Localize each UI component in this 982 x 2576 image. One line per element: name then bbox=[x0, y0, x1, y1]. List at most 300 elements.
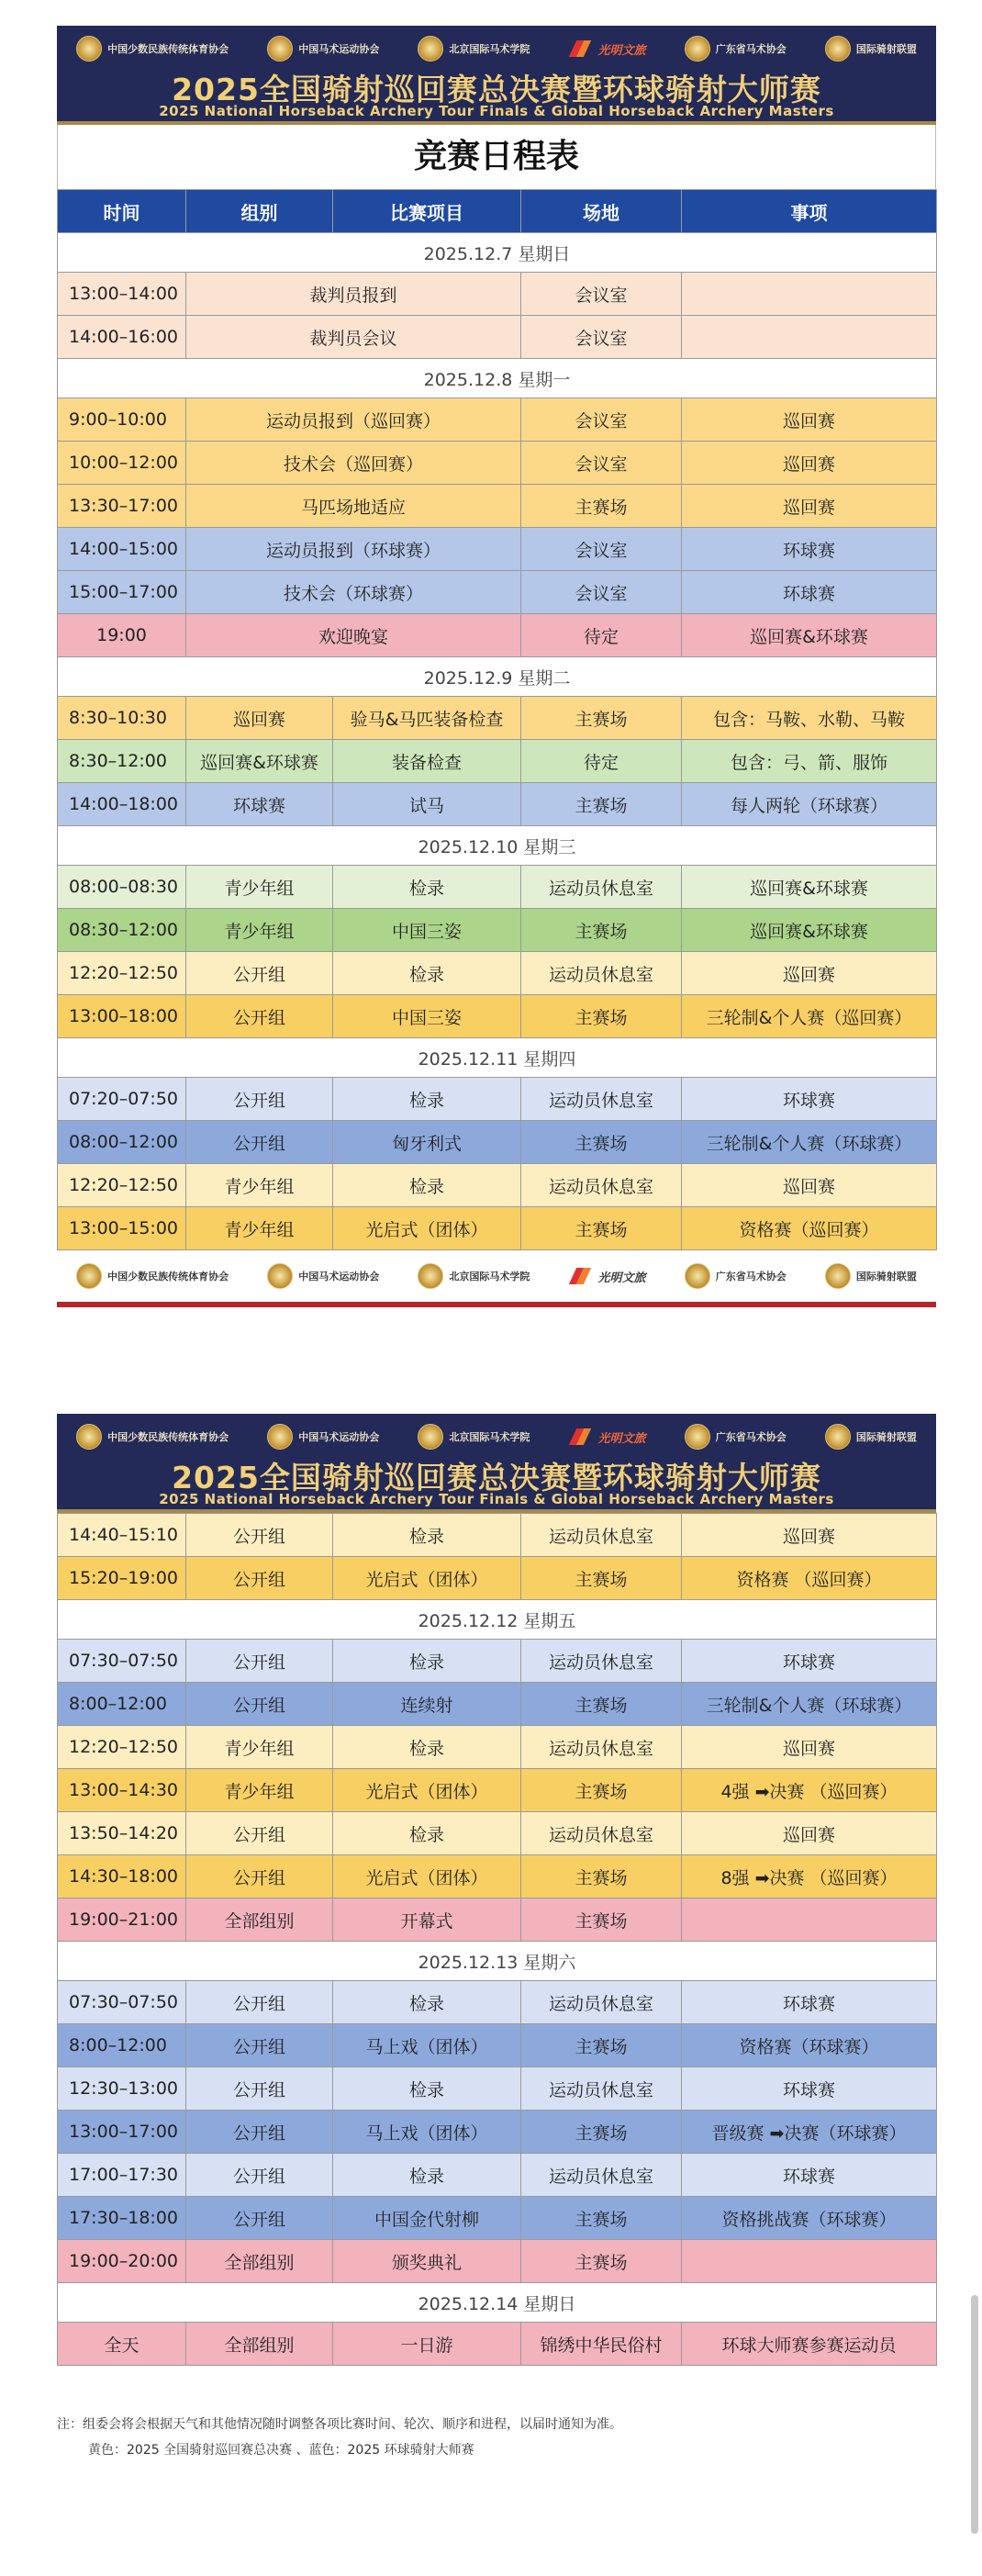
cell-group: 公开组 bbox=[186, 1121, 333, 1164]
cell-event: 颁奖典礼 bbox=[333, 2240, 521, 2283]
cell-notes: 资格赛（巡回赛） bbox=[682, 1207, 937, 1250]
header-time: 时间 bbox=[58, 190, 186, 233]
logo-text: 广东省马术协会 bbox=[715, 43, 787, 55]
table-row bbox=[58, 1207, 937, 1250]
cell-group: 公开组 bbox=[186, 2024, 333, 2067]
sponsor-logos bbox=[57, 1421, 936, 1452]
cell-event: 裁判员报到 bbox=[186, 273, 521, 316]
bolt-logo-icon bbox=[569, 39, 593, 59]
cell-group: 全部组别 bbox=[186, 1898, 333, 1942]
footer-logo-2 bbox=[267, 1263, 379, 1289]
table-row bbox=[58, 1557, 937, 1600]
cell-event: 马上戏（团体） bbox=[333, 2024, 521, 2067]
logo-2 bbox=[267, 1424, 379, 1450]
emblem-icon bbox=[76, 1424, 102, 1450]
cell-notes bbox=[682, 1898, 937, 1942]
date-label: 2025.12.7 星期日 bbox=[58, 233, 937, 273]
table-row bbox=[58, 1078, 937, 1121]
cell-time: 10:00–12:00 bbox=[58, 442, 186, 485]
cell-notes: 环球赛 bbox=[682, 2154, 937, 2197]
cell-venue: 运动员休息室 bbox=[521, 1981, 682, 2024]
cell-notes: 环球赛 bbox=[682, 1981, 937, 2024]
table-row bbox=[58, 1981, 937, 2024]
cell-event: 检录 bbox=[333, 1812, 521, 1855]
schedule-table bbox=[57, 189, 937, 1250]
cell-group: 公开组 bbox=[186, 1640, 333, 1683]
cell-time: 13:00–18:00 bbox=[58, 995, 186, 1038]
cell-notes: 巡回赛&环球赛 bbox=[682, 866, 937, 909]
logo-4 bbox=[569, 39, 646, 59]
cell-venue: 运动员休息室 bbox=[521, 1514, 682, 1557]
header-group: 组别 bbox=[186, 190, 333, 233]
table-row bbox=[58, 952, 937, 995]
date-row bbox=[58, 657, 937, 697]
cell-event: 技术会（环球赛） bbox=[186, 571, 521, 614]
table-row bbox=[58, 2240, 937, 2283]
banner-title-en: 2025 National Horseback Archery Tour Finals & Global Horseback Archery Masters bbox=[159, 103, 834, 119]
cell-venue: 主赛场 bbox=[521, 1683, 682, 1726]
cell-notes: 三轮制&个人赛（环球赛） bbox=[682, 1121, 937, 1164]
cell-event: 中国三姿 bbox=[333, 909, 521, 952]
cell-notes: 环球赛 bbox=[682, 1078, 937, 1121]
emblem-icon bbox=[418, 1424, 443, 1450]
logo-2 bbox=[267, 36, 379, 62]
cell-venue: 运动员休息室 bbox=[521, 2154, 682, 2197]
cell-time: 14:40–15:10 bbox=[58, 1514, 186, 1557]
cell-venue: 主赛场 bbox=[521, 2111, 682, 2154]
table-row bbox=[58, 273, 937, 316]
cell-venue: 主赛场 bbox=[521, 1207, 682, 1250]
cell-venue: 运动员休息室 bbox=[521, 1164, 682, 1207]
cell-event: 马匹场地适应 bbox=[186, 485, 521, 528]
table-row bbox=[58, 1514, 937, 1557]
cell-event: 光启式（团体） bbox=[333, 1557, 521, 1600]
table-row bbox=[58, 1769, 937, 1812]
table-row bbox=[58, 783, 937, 826]
cell-group: 公开组 bbox=[186, 2067, 333, 2111]
cell-group: 青少年组 bbox=[186, 1207, 333, 1250]
table-row bbox=[58, 1640, 937, 1683]
cell-notes: 巡回赛 bbox=[682, 485, 937, 528]
cell-notes: 环球大师赛参赛运动员 bbox=[682, 2323, 937, 2366]
table-row bbox=[58, 2323, 937, 2366]
logo-text: 中国少数民族传统体育协会 bbox=[107, 1271, 229, 1282]
logo-6 bbox=[825, 36, 917, 62]
cell-venue: 主赛场 bbox=[521, 2240, 682, 2283]
date-label: 2025.12.14 星期日 bbox=[58, 2283, 937, 2323]
cell-time: 12:20–12:50 bbox=[58, 952, 186, 995]
banner-title-en: 2025 National Horseback Archery Tour Finals & Global Horseback Archery Masters bbox=[159, 1491, 834, 1507]
table-row bbox=[58, 1683, 937, 1726]
schedule-body bbox=[58, 233, 937, 1250]
cell-time: 08:30–12:00 bbox=[58, 909, 186, 952]
cell-event: 试马 bbox=[333, 783, 521, 826]
logo-1 bbox=[76, 36, 229, 62]
cell-time: 15:00–17:00 bbox=[58, 571, 186, 614]
cell-group: 巡回赛&环球赛 bbox=[186, 740, 333, 783]
cell-notes: 每人两轮（环球赛） bbox=[682, 783, 937, 826]
cell-time: 17:30–18:00 bbox=[58, 2197, 186, 2240]
cell-notes: 巡回赛 bbox=[682, 1514, 937, 1557]
date-row bbox=[58, 233, 937, 273]
table-row bbox=[58, 614, 937, 657]
date-label: 2025.12.9 星期二 bbox=[58, 657, 937, 697]
cell-event: 技术会（巡回赛） bbox=[186, 442, 521, 485]
emblem-icon bbox=[76, 1263, 102, 1289]
cell-notes: 环球赛 bbox=[682, 2067, 937, 2111]
cell-event: 运动员报到（巡回赛） bbox=[186, 398, 521, 442]
logo-text: 中国马术运动协会 bbox=[298, 1431, 380, 1443]
header-notes: 事项 bbox=[682, 190, 937, 233]
cell-notes: 巡回赛 bbox=[682, 1726, 937, 1769]
logo-3 bbox=[418, 36, 530, 62]
cell-notes: 巡回赛 bbox=[682, 952, 937, 995]
cell-group: 青少年组 bbox=[186, 1769, 333, 1812]
cell-venue: 会议室 bbox=[521, 273, 682, 316]
schedule-body bbox=[58, 1514, 937, 2366]
cell-venue: 主赛场 bbox=[521, 909, 682, 952]
header-venue: 场地 bbox=[521, 190, 682, 233]
cell-venue: 运动员休息室 bbox=[521, 952, 682, 995]
cell-notes: 环球赛 bbox=[682, 528, 937, 571]
cell-venue: 运动员休息室 bbox=[521, 866, 682, 909]
logo-5 bbox=[685, 1424, 787, 1450]
table-row bbox=[58, 909, 937, 952]
cell-venue: 主赛场 bbox=[521, 697, 682, 740]
table-row bbox=[58, 1855, 937, 1898]
logo-text: 中国少数民族传统体育协会 bbox=[107, 43, 229, 55]
schedule-page-2 bbox=[57, 1414, 936, 2366]
cell-venue: 主赛场 bbox=[521, 485, 682, 528]
cell-venue: 待定 bbox=[521, 740, 682, 783]
logo-text: 国际骑射联盟 bbox=[855, 1271, 917, 1282]
logo-6 bbox=[825, 1424, 917, 1450]
cell-venue: 会议室 bbox=[521, 316, 682, 359]
footnote bbox=[57, 2412, 936, 2463]
cell-notes: 晋级赛 ➡决赛（环球赛） bbox=[682, 2111, 937, 2154]
cell-time: 8:30–12:00 bbox=[58, 740, 186, 783]
logo-text: 广东省马术协会 bbox=[715, 1431, 787, 1443]
cell-event: 检录 bbox=[333, 2067, 521, 2111]
cell-time: 12:20–12:50 bbox=[58, 1726, 186, 1769]
cell-venue: 主赛场 bbox=[521, 1769, 682, 1812]
cell-notes: 8强 ➡决赛 （巡回赛） bbox=[682, 1855, 937, 1898]
logo-text: 中国马术运动协会 bbox=[298, 43, 380, 55]
logo-1 bbox=[76, 1424, 229, 1450]
cell-group: 公开组 bbox=[186, 2154, 333, 2197]
cell-group: 公开组 bbox=[186, 2111, 333, 2154]
cell-event: 检录 bbox=[333, 1981, 521, 2024]
cell-time: 8:30–10:30 bbox=[58, 697, 186, 740]
cell-notes: 环球赛 bbox=[682, 1640, 937, 1683]
cell-notes: 包含：弓、箭、服饰 bbox=[682, 740, 937, 783]
cell-time: 07:30–07:50 bbox=[58, 1981, 186, 2024]
emblem-icon bbox=[825, 1263, 851, 1289]
date-row bbox=[58, 826, 937, 866]
logo-text: 中国少数民族传统体育协会 bbox=[107, 1431, 229, 1443]
cell-time: 08:00–08:30 bbox=[58, 866, 186, 909]
cell-time: 15:20–19:00 bbox=[58, 1557, 186, 1600]
logo-text: 北京国际马术学院 bbox=[449, 1431, 530, 1443]
cell-event: 检录 bbox=[333, 1078, 521, 1121]
table-row bbox=[58, 442, 937, 485]
table-row bbox=[58, 2111, 937, 2154]
logo-5 bbox=[685, 36, 787, 62]
cell-time: 9:00–10:00 bbox=[58, 398, 186, 442]
logo-text: 广东省马术协会 bbox=[715, 1271, 787, 1282]
table-row bbox=[58, 571, 937, 614]
cell-notes bbox=[682, 316, 937, 359]
date-label: 2025.12.8 星期一 bbox=[58, 359, 937, 398]
page-title: 竞赛日程表 bbox=[57, 125, 936, 189]
cell-notes: 资格挑战赛（环球赛） bbox=[682, 2197, 937, 2240]
cell-time: 14:30–18:00 bbox=[58, 1855, 186, 1898]
cell-venue: 主赛场 bbox=[521, 2197, 682, 2240]
table-row bbox=[58, 1898, 937, 1942]
cell-event: 连续射 bbox=[333, 1683, 521, 1726]
cell-notes: 巡回赛&环球赛 bbox=[682, 614, 937, 657]
cell-time: 8:00–12:00 bbox=[58, 1683, 186, 1726]
cell-notes: 资格赛 （巡回赛） bbox=[682, 1557, 937, 1600]
cell-time: 13:00–17:00 bbox=[58, 2111, 186, 2154]
cell-event: 检录 bbox=[333, 1726, 521, 1769]
emblem-icon bbox=[76, 36, 102, 62]
cell-time: 13:00–14:00 bbox=[58, 273, 186, 316]
cell-time: 14:00–15:00 bbox=[58, 528, 186, 571]
cell-venue: 主赛场 bbox=[521, 2024, 682, 2067]
cell-time: 13:50–14:20 bbox=[58, 1812, 186, 1855]
scrollbar[interactable] bbox=[971, 2295, 978, 2534]
cell-time: 12:20–12:50 bbox=[58, 1164, 186, 1207]
cell-venue: 运动员休息室 bbox=[521, 1812, 682, 1855]
cell-group: 全部组别 bbox=[186, 2240, 333, 2283]
cell-event: 匈牙利式 bbox=[333, 1121, 521, 1164]
date-row bbox=[58, 1942, 937, 1981]
cell-event: 检录 bbox=[333, 952, 521, 995]
cell-time: 12:30–13:00 bbox=[58, 2067, 186, 2111]
logo-text: 国际骑射联盟 bbox=[855, 43, 917, 55]
footer-logo-4 bbox=[569, 1266, 646, 1286]
bolt-logo-icon bbox=[569, 1266, 593, 1286]
cell-venue: 会议室 bbox=[521, 398, 682, 442]
sponsor-logos bbox=[57, 33, 936, 64]
banner-title-cn: 2025全国骑射巡回赛总决赛暨环球骑射大师赛 bbox=[172, 72, 821, 107]
cell-group: 环球赛 bbox=[186, 783, 333, 826]
cell-notes: 环球赛 bbox=[682, 571, 937, 614]
emblem-icon bbox=[685, 1263, 710, 1289]
footer-logos bbox=[57, 1250, 936, 1307]
emblem-icon bbox=[825, 1424, 851, 1450]
logo-text: 北京国际马术学院 bbox=[449, 43, 530, 55]
table-row bbox=[58, 995, 937, 1038]
emblem-icon bbox=[267, 1263, 293, 1289]
date-row bbox=[58, 359, 937, 398]
table-row bbox=[58, 316, 937, 359]
cell-venue: 主赛场 bbox=[521, 1121, 682, 1164]
cell-notes: 资格赛（环球赛） bbox=[682, 2024, 937, 2067]
cell-group: 青少年组 bbox=[186, 866, 333, 909]
cell-event: 检录 bbox=[333, 866, 521, 909]
date-row bbox=[58, 1600, 937, 1640]
footnote-adjustment: 注：组委会将会根据天气和其他情况随时调整各项比赛时间、轮次、顺序和进程，以届时通知为准。 bbox=[57, 2417, 622, 2432]
logo-text: 光明文旅 bbox=[597, 43, 646, 58]
cell-event: 裁判员会议 bbox=[186, 316, 521, 359]
cell-group: 青少年组 bbox=[186, 909, 333, 952]
cell-event: 装备检查 bbox=[333, 740, 521, 783]
table-row bbox=[58, 485, 937, 528]
cell-time: 08:00–12:00 bbox=[58, 1121, 186, 1164]
emblem-icon bbox=[685, 1424, 710, 1450]
cell-venue: 运动员休息室 bbox=[521, 1726, 682, 1769]
cell-venue: 主赛场 bbox=[521, 1557, 682, 1600]
event-banner bbox=[57, 26, 936, 125]
cell-event: 检录 bbox=[333, 1640, 521, 1683]
logo-3 bbox=[418, 1424, 530, 1450]
table-row bbox=[58, 528, 937, 571]
cell-venue: 待定 bbox=[521, 614, 682, 657]
cell-time: 8:00–12:00 bbox=[58, 2024, 186, 2067]
cell-event: 光启式（团体） bbox=[333, 1207, 521, 1250]
cell-event: 开幕式 bbox=[333, 1898, 521, 1942]
footer-logo-6 bbox=[825, 1263, 917, 1289]
table-row bbox=[58, 1726, 937, 1769]
logo-text: 国际骑射联盟 bbox=[855, 1431, 917, 1443]
cell-notes: 三轮制&个人赛（环球赛） bbox=[682, 1683, 937, 1726]
table-row bbox=[58, 740, 937, 783]
cell-event: 中国三姿 bbox=[333, 995, 521, 1038]
cell-event: 马上戏（团体） bbox=[333, 2111, 521, 2154]
cell-event: 检录 bbox=[333, 1514, 521, 1557]
cell-event: 光启式（团体） bbox=[333, 1769, 521, 1812]
cell-time: 全天 bbox=[58, 2323, 186, 2366]
bolt-logo-icon bbox=[569, 1427, 593, 1447]
table-row bbox=[58, 2154, 937, 2197]
cell-time: 14:00–18:00 bbox=[58, 783, 186, 826]
cell-notes bbox=[682, 273, 937, 316]
table-row bbox=[58, 2197, 937, 2240]
emblem-icon bbox=[825, 36, 851, 62]
cell-notes: 三轮制&个人赛（巡回赛） bbox=[682, 995, 937, 1038]
banner-title-cn: 2025全国骑射巡回赛总决赛暨环球骑射大师赛 bbox=[172, 1460, 821, 1495]
cell-time: 07:20–07:50 bbox=[58, 1078, 186, 1121]
cell-time: 14:00–16:00 bbox=[58, 316, 186, 359]
cell-notes bbox=[682, 2240, 937, 2283]
date-label: 2025.12.13 星期六 bbox=[58, 1942, 937, 1981]
logo-text: 光明文旅 bbox=[597, 1271, 646, 1285]
schedule-table bbox=[57, 1513, 937, 2366]
cell-group: 公开组 bbox=[186, 1981, 333, 2024]
cell-group: 公开组 bbox=[186, 1557, 333, 1600]
cell-group: 青少年组 bbox=[186, 1164, 333, 1207]
cell-event: 欢迎晚宴 bbox=[186, 614, 521, 657]
cell-notes: 巡回赛 bbox=[682, 1164, 937, 1207]
cell-notes: 巡回赛 bbox=[682, 1812, 937, 1855]
table-row bbox=[58, 697, 937, 740]
table-row bbox=[58, 2024, 937, 2067]
cell-notes: 包含：马鞍、水勒、马鞍 bbox=[682, 697, 937, 740]
cell-group: 全部组别 bbox=[186, 2323, 333, 2366]
cell-event: 验马&马匹装备检查 bbox=[333, 697, 521, 740]
date-label: 2025.12.11 星期四 bbox=[58, 1038, 937, 1078]
logo-text: 北京国际马术学院 bbox=[449, 1271, 530, 1282]
cell-event: 中国金代射柳 bbox=[333, 2197, 521, 2240]
cell-venue: 运动员休息室 bbox=[521, 1078, 682, 1121]
date-row bbox=[58, 2283, 937, 2323]
emblem-icon bbox=[267, 36, 293, 62]
footer-logo-5 bbox=[685, 1263, 787, 1289]
cell-venue: 会议室 bbox=[521, 528, 682, 571]
cell-group: 公开组 bbox=[186, 1683, 333, 1726]
cell-group: 公开组 bbox=[186, 1855, 333, 1898]
cell-time: 19:00–20:00 bbox=[58, 2240, 186, 2283]
date-label: 2025.12.10 星期三 bbox=[58, 826, 937, 866]
cell-venue: 运动员休息室 bbox=[521, 2067, 682, 2111]
emblem-icon bbox=[418, 36, 443, 62]
cell-event: 检录 bbox=[333, 2154, 521, 2197]
logo-text: 光明文旅 bbox=[597, 1431, 646, 1446]
cell-event: 运动员报到（环球赛） bbox=[186, 528, 521, 571]
event-banner bbox=[57, 1414, 936, 1513]
cell-venue: 锦绣中华民俗村 bbox=[521, 2323, 682, 2366]
cell-notes: 巡回赛 bbox=[682, 442, 937, 485]
cell-venue: 主赛场 bbox=[521, 783, 682, 826]
cell-group: 巡回赛 bbox=[186, 697, 333, 740]
emblem-icon bbox=[685, 36, 710, 62]
cell-notes: 4强 ➡决赛 （巡回赛） bbox=[682, 1769, 937, 1812]
cell-group: 公开组 bbox=[186, 1078, 333, 1121]
table-row bbox=[58, 398, 937, 442]
logo-text: 中国马术运动协会 bbox=[298, 1271, 380, 1282]
cell-group: 公开组 bbox=[186, 952, 333, 995]
cell-time: 19:00 bbox=[58, 614, 186, 657]
logo-4 bbox=[569, 1427, 646, 1447]
table-row bbox=[58, 1812, 937, 1855]
cell-event: 光启式（团体） bbox=[333, 1855, 521, 1898]
header-event: 比赛项目 bbox=[333, 190, 521, 233]
footer-logo-3 bbox=[418, 1263, 530, 1289]
date-label: 2025.12.12 星期五 bbox=[58, 1600, 937, 1640]
cell-group: 青少年组 bbox=[186, 1726, 333, 1769]
footnote-legend: 黄色：2025 全国骑射巡回赛总决赛 、蓝色：2025 环球骑射大师赛 bbox=[88, 2443, 474, 2458]
cell-group: 公开组 bbox=[186, 2197, 333, 2240]
table-header-row bbox=[58, 190, 937, 233]
date-row bbox=[58, 1038, 937, 1078]
cell-event: 检录 bbox=[333, 1164, 521, 1207]
table-row bbox=[58, 866, 937, 909]
cell-venue: 主赛场 bbox=[521, 1898, 682, 1942]
cell-venue: 运动员休息室 bbox=[521, 1640, 682, 1683]
cell-venue: 会议室 bbox=[521, 571, 682, 614]
cell-venue: 主赛场 bbox=[521, 995, 682, 1038]
cell-time: 17:00–17:30 bbox=[58, 2154, 186, 2197]
cell-time: 13:30–17:00 bbox=[58, 485, 186, 528]
cell-group: 公开组 bbox=[186, 995, 333, 1038]
emblem-icon bbox=[418, 1263, 443, 1289]
cell-time: 07:30–07:50 bbox=[58, 1640, 186, 1683]
cell-time: 13:00–15:00 bbox=[58, 1207, 186, 1250]
table-row bbox=[58, 2067, 937, 2111]
cell-notes: 巡回赛&环球赛 bbox=[682, 909, 937, 952]
cell-group: 公开组 bbox=[186, 1514, 333, 1557]
schedule-page-1 bbox=[57, 26, 936, 1307]
cell-group: 公开组 bbox=[186, 1812, 333, 1855]
cell-venue: 主赛场 bbox=[521, 1855, 682, 1898]
cell-notes: 巡回赛 bbox=[682, 398, 937, 442]
table-row bbox=[58, 1164, 937, 1207]
cell-time: 13:00–14:30 bbox=[58, 1769, 186, 1812]
cell-event: 一日游 bbox=[333, 2323, 521, 2366]
cell-time: 19:00–21:00 bbox=[58, 1898, 186, 1942]
